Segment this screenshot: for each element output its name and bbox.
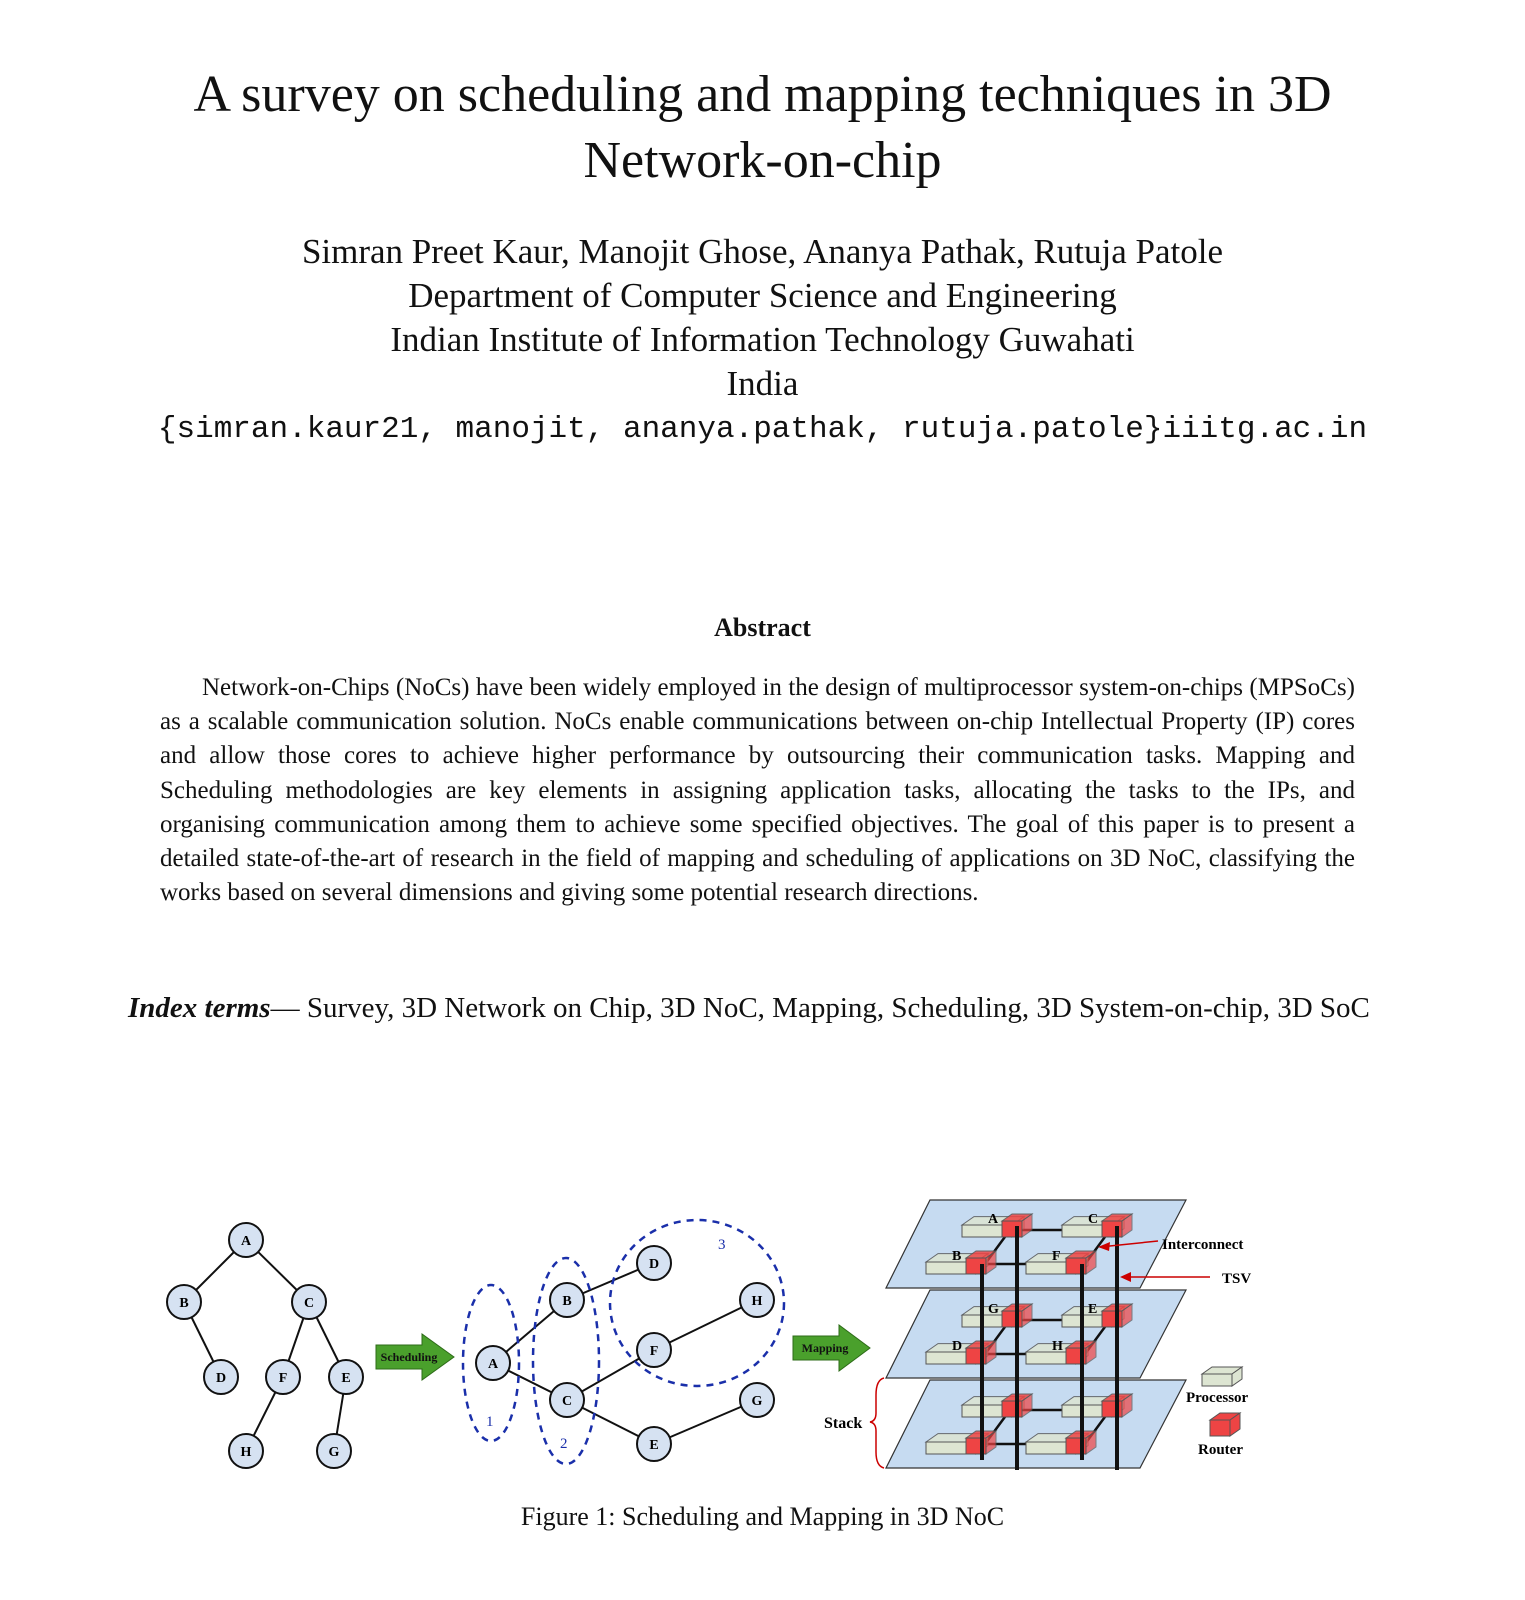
index-terms-label: Index terms [128, 992, 271, 1024]
tree-node-h [229, 1434, 263, 1468]
stack-label: Stack [824, 1415, 863, 1432]
tree-node-b [167, 1285, 201, 1319]
scheduled-node-e [637, 1427, 671, 1461]
scheduled-node-label: E [649, 1438, 659, 1453]
scheduled-node-label: D [648, 1257, 660, 1272]
scheduling-arrow [376, 1334, 454, 1380]
author-names: Simran Preet Kaur, Manojit Ghose, Ananya Pathak, Rutuja Patole [301, 232, 1224, 271]
index-terms-separator: — [270, 992, 307, 1024]
chip-core-label: H [1052, 1339, 1063, 1354]
group-label-3: 3 [718, 1237, 726, 1253]
author-emails: {simran.kaur21, manojit, ananya.pathak, rutuja.patole}iiitg.ac.in [157, 412, 1368, 447]
scheduled-node-g [740, 1383, 774, 1417]
abstract-heading: Abstract [714, 613, 811, 642]
figure-caption: Figure 1: Scheduling and Mapping in 3D NoC [520, 1502, 1005, 1531]
chip-core-label: B [952, 1249, 962, 1264]
tree-node-label: G [328, 1445, 340, 1460]
scheduled-node-label: C [561, 1394, 573, 1409]
router-legend-icon [1210, 1413, 1240, 1436]
tree-node-f [266, 1360, 300, 1394]
chip-core-label: D [952, 1339, 963, 1354]
index-terms-text: Survey, 3D Network on Chip, 3D NoC, Mapping, Scheduling, 3D System-on-chip, 3D SoC [306, 992, 1370, 1024]
tree-node-e [329, 1360, 363, 1394]
router-legend-label: Router [1198, 1442, 1243, 1458]
chip-core-label: F [1052, 1249, 1061, 1264]
mapping-arrow [793, 1325, 870, 1371]
title-line-2: Network-on-chip [583, 132, 942, 189]
group-label-1: 1 [486, 1414, 494, 1430]
tree-node-label: D [215, 1371, 227, 1386]
abstract-text: Network-on-Chips (NoCs) have been widely employed in the design of multiprocessor system-on-chips (MPSoCs) as a scalable communication solution. NoCs enable communications between on-chip Intellectual Property (IP) cores and allow those cores to achieve higher performance by outsourcing their communication tasks. Mapping and Scheduling methodologies are key elements in assigning application tasks, allocating the tasks to the IPs, and organising communication among them to achieve some specified objectives. The goal of this paper is to present a detailed state-of-the-art of research in the field of mapping and scheduling of applications on 3D NoC, classifying the works based on several dimensions and giving some potential research directions. [160, 674, 1355, 907]
scheduled-node-label: H [751, 1294, 763, 1309]
scheduled-node-label: G [751, 1394, 763, 1409]
scheduled-node-h [740, 1283, 774, 1317]
tree-node-d [204, 1360, 238, 1394]
index-terms [80, 990, 1438, 1027]
tsv-label: TSV [1222, 1271, 1252, 1287]
chip-legend [1186, 1367, 1249, 1458]
country: India [726, 364, 799, 403]
chip-core-label: A [988, 1212, 999, 1227]
tree-node-c [292, 1285, 326, 1319]
tree-node-label: A [240, 1234, 252, 1249]
scheduled-node-label: B [562, 1294, 572, 1309]
stack-bracket [824, 1378, 884, 1468]
scheduled-node-f [637, 1333, 671, 1367]
mapping-label: Mapping [801, 1341, 849, 1355]
paper-title [60, 62, 1465, 194]
chip-core-label: E [1088, 1302, 1098, 1317]
tree-node-label: E [341, 1371, 351, 1386]
chip-core-label: C [1088, 1212, 1099, 1227]
scheduled-node-label: A [487, 1357, 499, 1372]
processor-legend-icon [1202, 1367, 1242, 1386]
institute: Indian Institute of Information Technology Guwahati [390, 320, 1135, 359]
task-graph [184, 1240, 346, 1451]
tree-node-label: F [278, 1371, 288, 1386]
chip-layer-2 [886, 1290, 1186, 1378]
chip-layer-1 [886, 1200, 1186, 1288]
scheduled-node-a [476, 1346, 510, 1380]
department: Department of Computer Science and Engineering [408, 276, 1117, 315]
scheduled-node-c [550, 1383, 584, 1417]
tree-node-label: B [179, 1296, 189, 1311]
author-block [60, 230, 1465, 406]
scheduling-groups [463, 1220, 784, 1464]
tree-node-label: H [240, 1445, 252, 1460]
chip-stack [886, 1200, 1186, 1470]
figure-diagram [150, 1192, 1310, 1492]
title-line-1: A survey on scheduling and mapping techniques in 3D [193, 66, 1332, 123]
interconnect-label: Interconnect [1162, 1237, 1244, 1253]
processor-legend-label: Processor [1186, 1390, 1249, 1406]
chip-core-label: G [988, 1302, 999, 1317]
scheduled-node-d [637, 1246, 671, 1280]
tree-node-a [229, 1223, 263, 1257]
tree-node-label: C [303, 1296, 315, 1311]
scheduled-node-label: F [649, 1344, 659, 1359]
scheduling-label: Scheduling [380, 1350, 438, 1364]
group-label-2: 2 [560, 1436, 568, 1452]
tree-node-g [317, 1434, 351, 1468]
chip-layer-3 [886, 1380, 1186, 1468]
scheduled-node-b [550, 1283, 584, 1317]
